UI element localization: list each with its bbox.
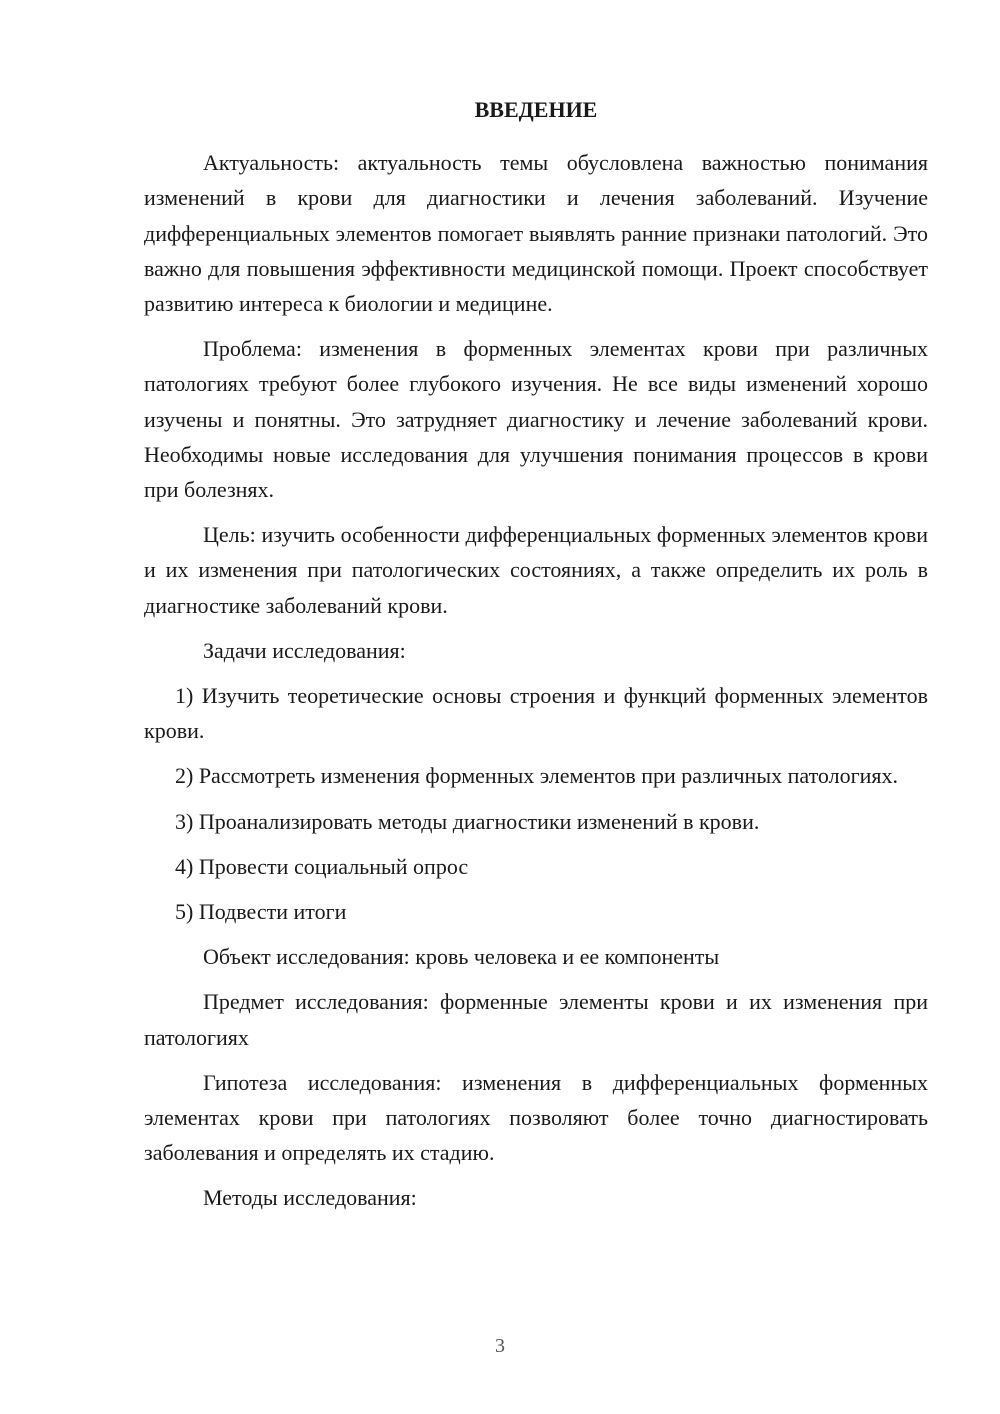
task-item-4: 4) Провести социальный опрос	[175, 853, 469, 879]
relevance-paragraph: Актуальность: актуальность темы обусловлена важностью понимания изменений в крови для диагностики и лечения заболеваний. Изучение дифференциальных элементов помогает выявлять ранние признаки патологий. Это важно для повышения эффективности медицинской помощи. Проект способствует развитию интереса к биологии и медицине.	[144, 150, 928, 317]
tasks-heading: Задачи исследования:	[203, 637, 406, 663]
methods-paragraph: Методы исследования:	[203, 1185, 417, 1211]
page-number: 3	[495, 1335, 505, 1357]
object-paragraph: Объект исследования: кровь человека и ее компоненты	[203, 944, 720, 970]
problem-paragraph: Проблема: изменения в форменных элементах крови при различных патологиях требуют более глубокого изучения. Не все виды изменений хорошо изучены и понятны. Это затрудняет диагностику и лечение заболеваний крови. Необходимы новые исследования для улучшения понимания процессов в крови при болезнях.	[144, 336, 928, 503]
subject-paragraph: Предмет исследования: форменные элементы крови и их изменения при патологиях	[144, 989, 928, 1050]
page-title: ВВЕДЕНИЕ	[474, 97, 598, 122]
task-item-1: 1) Изучить теоретические основы строения и функций форменных элементов крови.	[144, 683, 928, 744]
task-item-5: 5) Подвести итоги	[175, 899, 347, 925]
document-body	[144, 92, 928, 1226]
task-item-2: 2) Рассмотреть изменения форменных элементов при различных патологиях.	[175, 763, 898, 789]
goal-paragraph: Цель: изучить особенности дифференциальных форменных элементов крови и их изменения при патологических состояниях, а также определить их роль в диагностике заболеваний крови.	[144, 522, 928, 618]
hypothesis-paragraph: Гипотеза исследования: изменения в дифференциальных форменных элементах крови при патологиях позволяют более точно диагностировать заболевания и определять их стадию.	[144, 1069, 928, 1166]
task-item-3: 3) Проанализировать методы диагностики изменений в крови.	[175, 808, 760, 834]
